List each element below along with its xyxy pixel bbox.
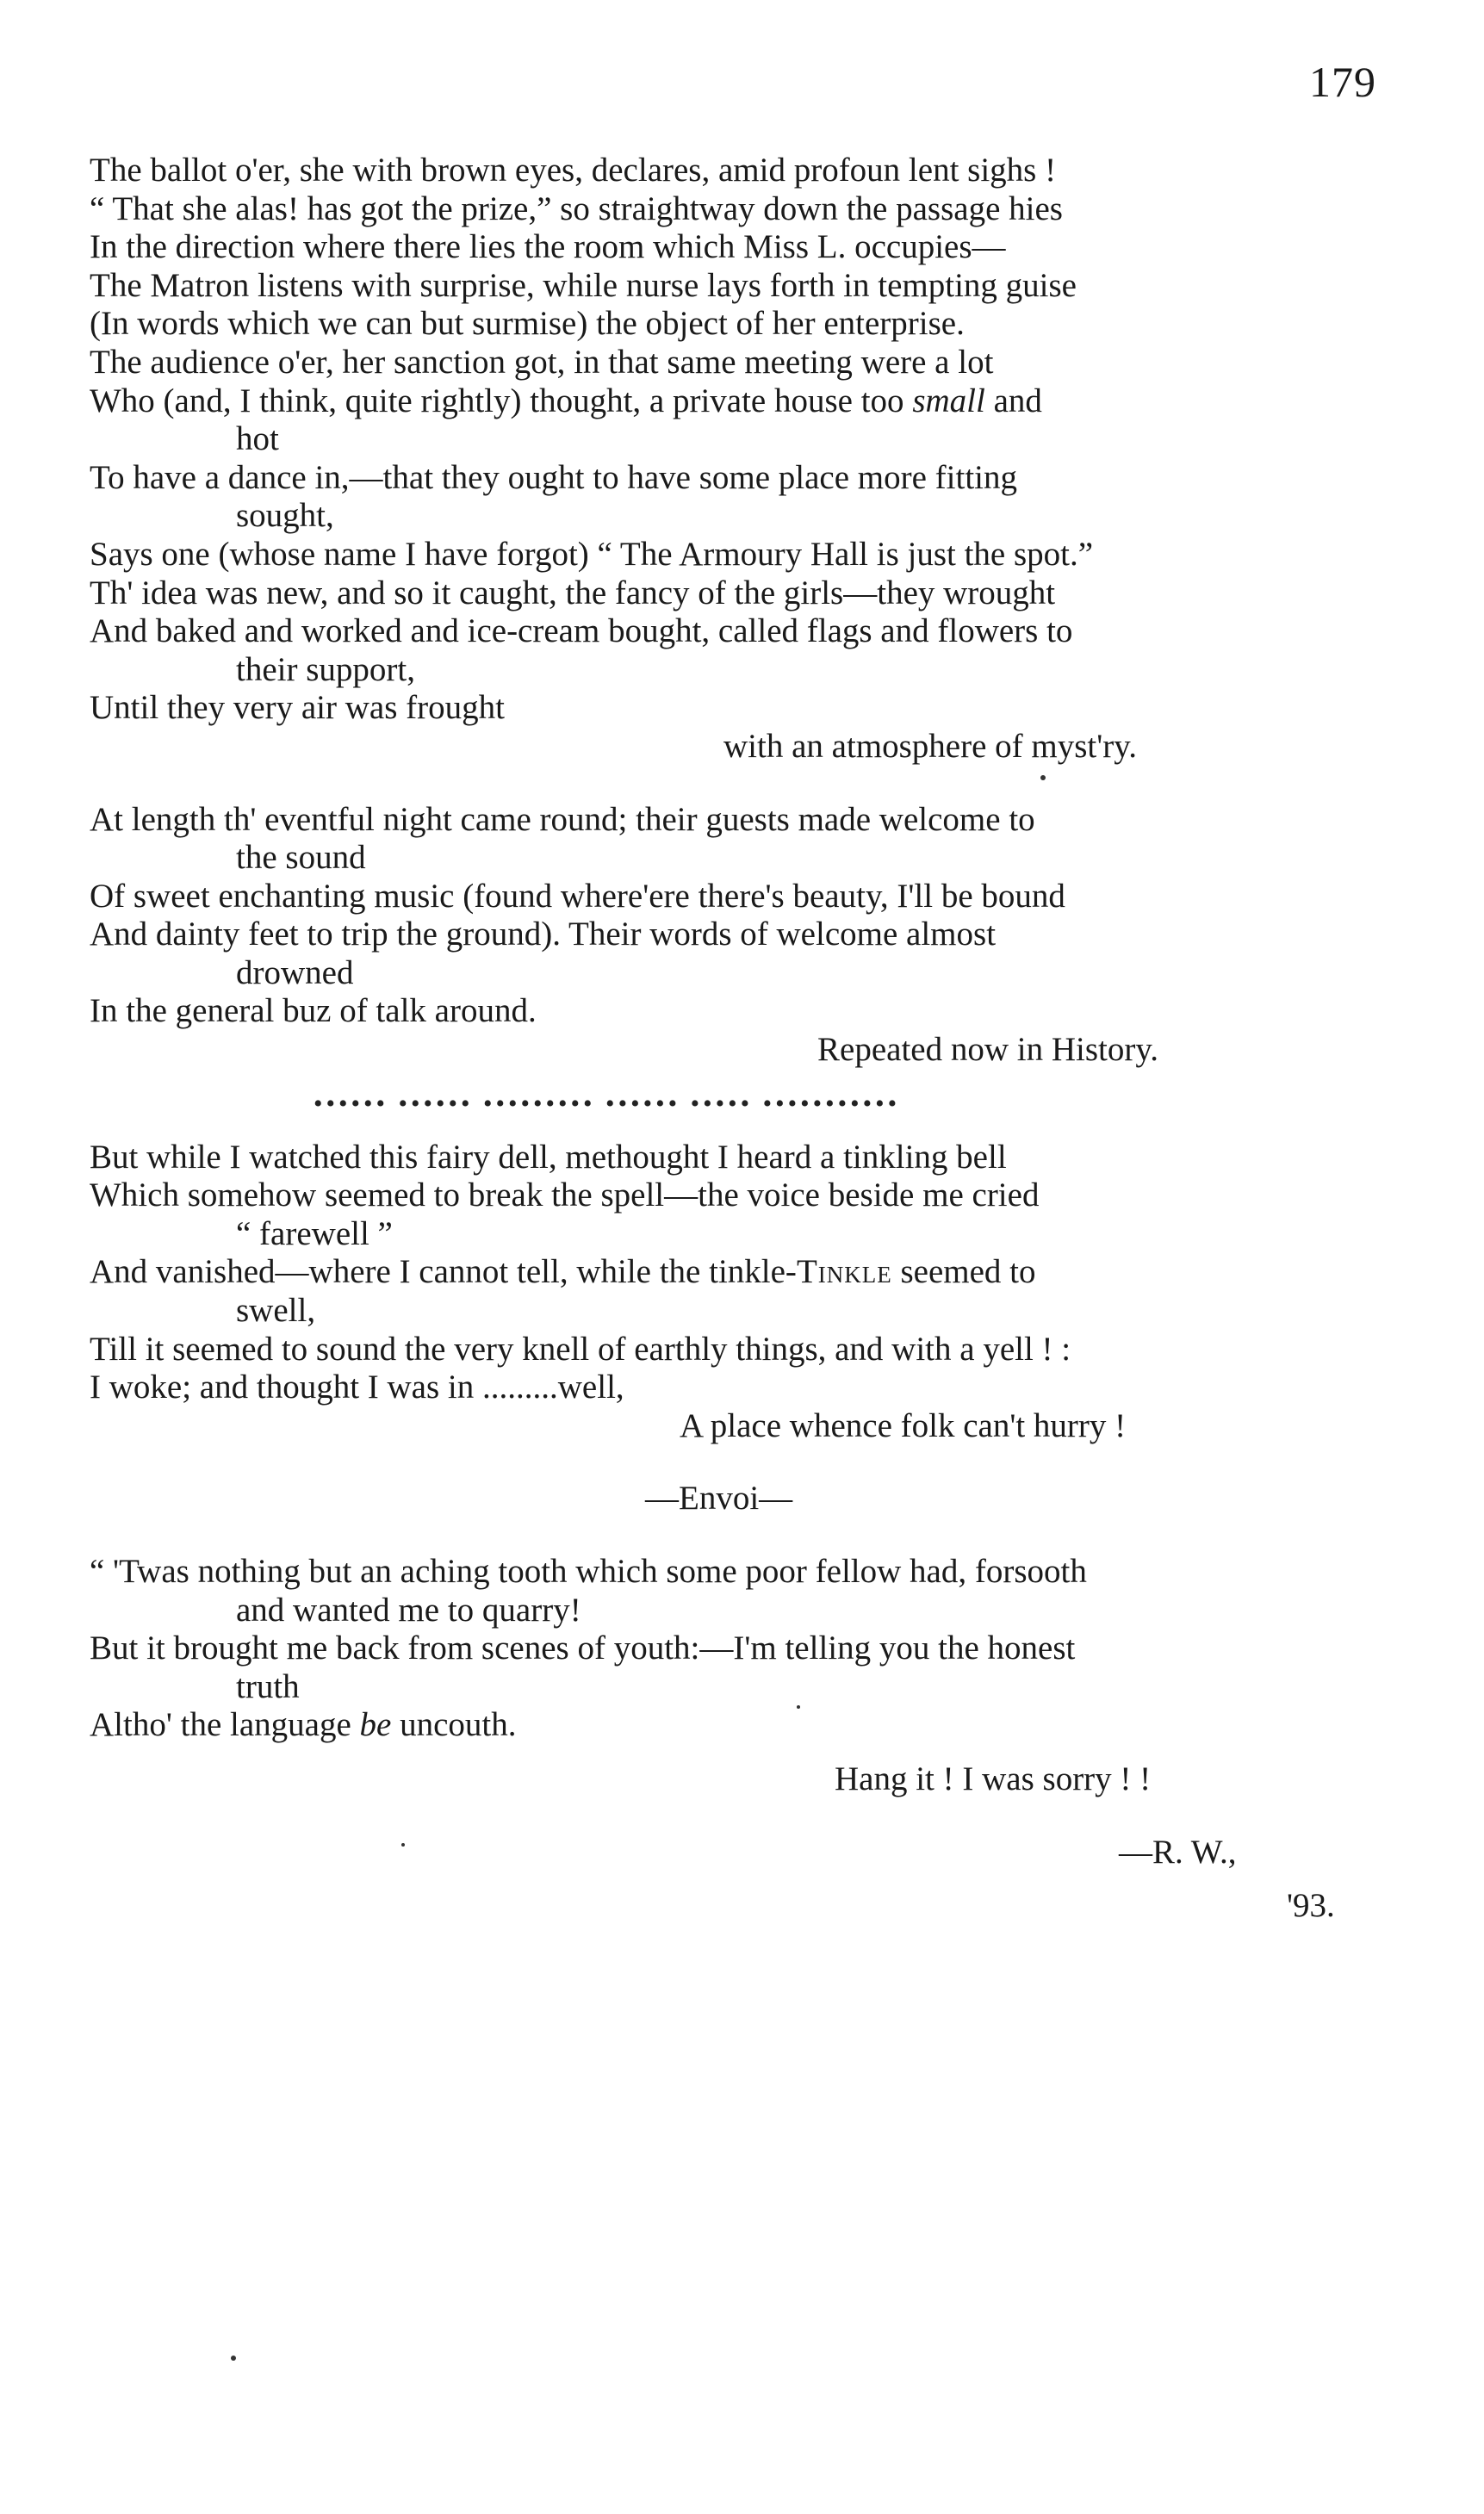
small-caps-word: Tinkle — [796, 1253, 892, 1291]
poem-line: And baked and worked and ice-cream bought, called flags and flowers to — [90, 612, 1073, 650]
poem-line: “ That she alas! has got the prize,” so straightway down the passage hies — [90, 189, 1063, 227]
poem-line — [90, 1253, 1399, 1292]
text-run: uncouth. — [391, 1706, 517, 1744]
stanza-gap — [90, 1070, 1399, 1085]
poem-line-continuation: their support, — [236, 650, 415, 688]
poem-line: “ 'Twas nothing but an aching tooth which some poor fellow had, forsooth — [90, 1553, 1087, 1590]
poem-line-continuation: “ farewell ” — [236, 1214, 393, 1252]
poem-line-continuation: and wanted me to quarry! — [236, 1591, 581, 1629]
poem-line: I woke; and thought I was in .........well, — [90, 1369, 624, 1406]
poem-line-continuation: drowned — [236, 953, 354, 991]
text-run: and — [984, 382, 1042, 419]
stanza-gap — [90, 1799, 1399, 1834]
print-speck — [797, 1705, 800, 1709]
poem-line: Th' idea was new, and so it caught, the fancy of the girls—they wrought — [90, 574, 1056, 611]
print-speck — [1040, 775, 1046, 780]
text-run: Altho' the language — [90, 1706, 360, 1744]
poem-line: In the direction where there lies the room which Miss L. occupies— — [90, 228, 1006, 266]
text-run: Who (and, I think, quite rightly) thought, a private house too — [90, 382, 913, 419]
poem-line-continuation: sought, — [236, 497, 334, 535]
poem-line: In the general buz of talk around. — [90, 992, 537, 1030]
envoi-heading: —Envoi— — [645, 1480, 793, 1518]
stanza-gap — [90, 1123, 1399, 1139]
stanza-gap — [90, 1445, 1399, 1480]
stanza-gap — [90, 1872, 1399, 1887]
poem-line — [90, 1706, 1399, 1745]
print-speck — [401, 1843, 405, 1847]
poem-line: And dainty feet to trip the ground). Their words of welcome almost — [90, 916, 997, 953]
poem-line: At length th' eventful night came round; their guests made welcome to — [90, 800, 1035, 838]
stanza-gap — [90, 1745, 1399, 1760]
poem-line: Until they very air was frought — [90, 689, 505, 727]
stanza-gap — [90, 767, 1399, 801]
poem-line: Says one (whose name I have forgot) “ The Armoury Hall is just the spot.” — [90, 535, 1094, 573]
poem-line-continuation: the sound — [236, 839, 366, 877]
text-run: seemed to — [891, 1253, 1036, 1291]
italic-word: small — [912, 382, 985, 419]
poem-line-continuation: swell, — [236, 1292, 316, 1330]
poem-line: The audience o'er, her sanction got, in that same meeting were a lot — [90, 343, 994, 381]
stanza-gap — [90, 1518, 1399, 1553]
poem-line-continuation: hot — [236, 420, 279, 458]
signature-year: '93. — [1287, 1887, 1335, 1925]
poem-line — [90, 382, 1399, 421]
poem-line: Till it seemed to sound the very knell of earthly things, and with a yell ! : — [90, 1330, 1071, 1368]
refrain-line: Hang it ! I was sorry ! ! — [835, 1760, 1152, 1797]
poem-line: Which somehow seemed to break the spell—the voice beside me cried — [90, 1176, 1040, 1214]
refrain-line: Repeated now in History. — [817, 1031, 1159, 1069]
refrain-line: with an atmosphere of myst'ry. — [723, 727, 1137, 765]
poem-line: But while I watched this fairy dell, methought I heard a tinkling bell — [90, 1138, 1007, 1176]
poem-line: The ballot o'er, she with brown eyes, declares, amid profoun lent sighs ! — [90, 152, 1057, 189]
page-number: 179 — [1309, 58, 1376, 106]
poem-line: The Matron listens with surprise, while nurse lays forth in tempting guise — [90, 266, 1077, 304]
poem-line-continuation: truth — [236, 1667, 300, 1705]
refrain-line: A place whence folk can't hurry ! — [680, 1406, 1127, 1444]
print-speck — [231, 2356, 236, 2361]
poem-line: To have a dance in,—that they ought to have some place more fitting — [90, 458, 1018, 496]
poem-line: But it brought me back from scenes of youth:—I'm telling you the honest — [90, 1629, 1076, 1667]
poem-line: Of sweet enchanting music (found where'ere there's beauty, I'll be bound — [90, 877, 1065, 915]
text-run: And vanished—where I cannot tell, while the tinkle- — [90, 1253, 797, 1291]
signature: —R. W., — [1119, 1833, 1237, 1871]
poem-body — [90, 152, 1399, 1926]
italic-word: be — [359, 1706, 392, 1744]
dotted-separator: •••••• •••••• ••••••••• •••••• ••••• ••••••••••• — [314, 1089, 901, 1118]
poem-line: (In words which we can but surmise) the object of her enterprise. — [90, 305, 965, 343]
